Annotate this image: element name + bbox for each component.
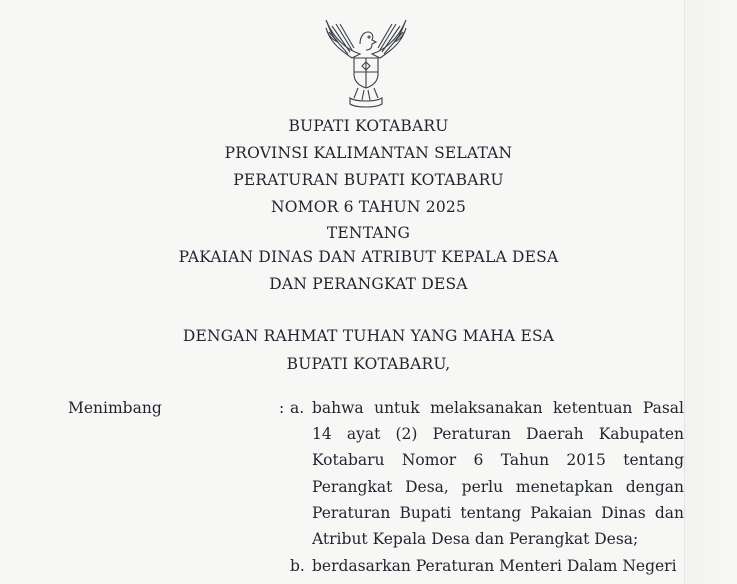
item-b-text: berdasarkan Peraturan Menteri Dalam Negeri xyxy=(312,557,677,575)
item-b-label: b. xyxy=(290,557,305,575)
regulation-title: PERATURAN BUPATI KOTABARU xyxy=(233,171,504,189)
regulation-subject-line1: PAKAIAN DINAS DAN ATRIBUT KEPALA DESA xyxy=(178,248,559,266)
menimbang-label: Menimbang xyxy=(68,399,162,417)
regent-title: BUPATI KOTABARU xyxy=(288,117,449,135)
province-title: PROVINSI KALIMANTAN SELATAN xyxy=(224,144,513,162)
regulation-subject-line2: DAN PERANGKAT DESA xyxy=(269,275,468,293)
regulation-number: NOMOR 6 TAHUN 2025 xyxy=(270,198,467,216)
menimbang-colon: : xyxy=(279,399,285,417)
regent-signatory: BUPATI KOTABARU, xyxy=(286,355,451,373)
garuda-emblem-icon xyxy=(320,14,412,108)
item-a-text: bahwa untuk melaksanakan ketentuan Pasal 14 ayat (2) Peraturan Daerah Kabupaten Kotabaru Nomor 6 Tahun 2015 tentang Perangkat Desa, perlu menetapkan dengan Peraturan Bupati tentang Pakaian Dinas dan Atribut Kepala Desa dan Perangkat Desa; xyxy=(312,399,684,549)
tentang-label: TENTANG xyxy=(326,224,411,242)
blessing-line: DENGAN RAHMAT TUHAN YANG MAHA ESA xyxy=(182,327,555,345)
item-a-label: a. xyxy=(290,399,305,417)
